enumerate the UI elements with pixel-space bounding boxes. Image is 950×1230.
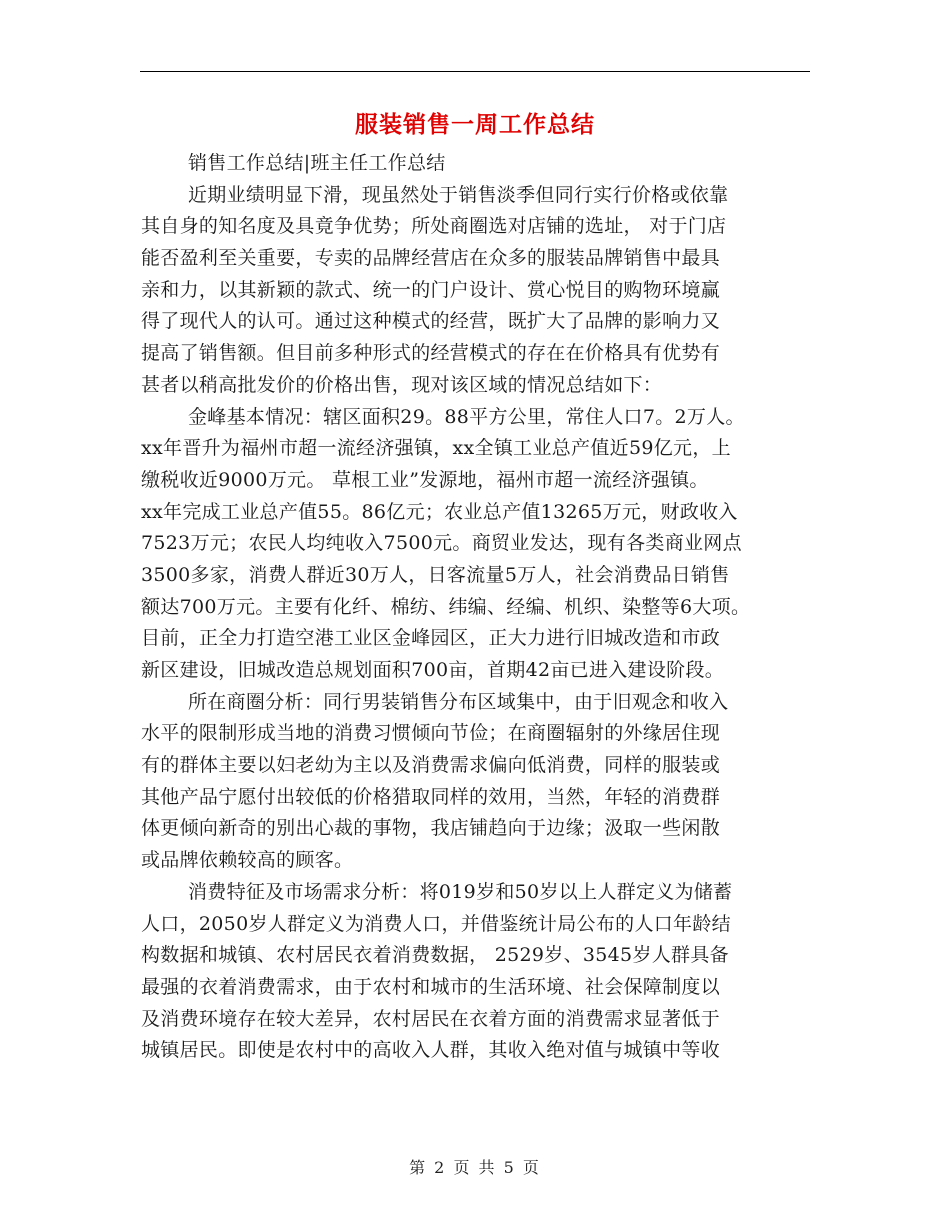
- text-line: 3500多家，消费人群近30万人，日客流量5万人，社会消费品日销售: [141, 563, 730, 586]
- text-line: 或品牌依赖较高的顾客。: [141, 849, 354, 872]
- text-line: 所在商圈分析：同行男装销售分布区域集中，由于旧观念和收入: [188, 690, 729, 713]
- text-line: 销售工作总结|班主任工作总结: [188, 152, 446, 174]
- text-line: 水平的限制形成当地的消费习惯倾向节俭；在商圈辐射的外缘居住现: [141, 722, 721, 745]
- page-footer: 第 2 页 共 5 页: [409, 1158, 541, 1177]
- text-line: 体更倾向新奇的别出心裁的事物，我店铺趋向于边缘；汲取一些闲散: [141, 817, 721, 840]
- text-line: 得了现代人的认可。通过这种模式的经营，既扩大了品牌的影响力又: [141, 310, 721, 333]
- text-line: 提高了销售额。但目前多种形式的经营模式的存在在价格具有优势有: [141, 342, 721, 365]
- text-line: xx年晋升为福州市超一流经济强镇，xx全镇工业总产值近59亿元，上: [141, 437, 731, 460]
- text-line: 7523万元；农民人均纯收入7500元。商贸业发达，现有各类商业网点: [141, 532, 742, 555]
- text-line: 城镇居民。即使是农村中的高收入人群，其收入绝对值与城镇中等收: [141, 1039, 721, 1062]
- text-line: 及消费环境存在较大差异，农村居民在衣着方面的消费需求显著低于: [141, 1007, 721, 1030]
- text-line: 其他产品宁愿付出较低的价格猎取同样的效用，当然，年轻的消费群: [141, 785, 721, 808]
- text-line: 甚者以稍高批发价的价格出售，现对该区域的情况总结如下：: [141, 373, 663, 396]
- text-line: xx年完成工业总产值55。86亿元；农业总产值13265万元，财政收入: [141, 500, 738, 523]
- text-line: 消费特征及市场需求分析：将019岁和50岁以上人群定义为储蓄: [188, 880, 733, 903]
- text-line: 有的群体主要以妇老幼为主以及消费需求偏向低消费，同样的服装或: [141, 754, 721, 777]
- text-line: 近期业绩明显下滑，现虽然处于销售淡季但同行实行价格或依靠: [188, 183, 729, 206]
- document-title: 服装销售一周工作总结: [355, 111, 595, 138]
- text-line: 最强的衣着消费需求，由于农村和城市的生活环境、社会保障制度以: [141, 975, 721, 998]
- text-line: 其自身的知名度及具竟争优势；所处商圈选对店铺的选址， 对于门店: [141, 215, 727, 238]
- text-line: 构数据和城镇、农村居民衣着消费数据， 2529岁、3545岁人群具备: [141, 944, 729, 967]
- text-line: 亲和力，以其新颖的款式、统一的门户设计、赏心悦目的购物环境赢: [141, 278, 721, 301]
- text-line: 人口，2050岁人群定义为消费人口，并借鉴统计局公布的人口年龄结: [141, 912, 731, 935]
- header-rule: [140, 71, 810, 72]
- text-line: 新区建设，旧城改造总规划面积700亩，首期42亩已进入建设阶段。: [141, 659, 725, 681]
- text-line: 额达700万元。主要有化纤、棉纺、纬编、经编、机织、染整等6大项。: [141, 595, 751, 618]
- text-line: 能否盈利至关重要，专卖的品牌经营店在众多的服装品牌销售中最具: [141, 247, 721, 270]
- document-body: [141, 148, 841, 1067]
- text-line: 缴税收近9000万元。 草根工业”发源地，福州市超一流经济强镇。: [141, 468, 709, 491]
- text-line: 金峰基本情况：辖区面积29。88平方公里，常住人口7。2万人。: [188, 405, 745, 428]
- text-line: 目前，正全力打造空港工业区金峰园区，正大力进行旧城改造和市政: [141, 627, 721, 650]
